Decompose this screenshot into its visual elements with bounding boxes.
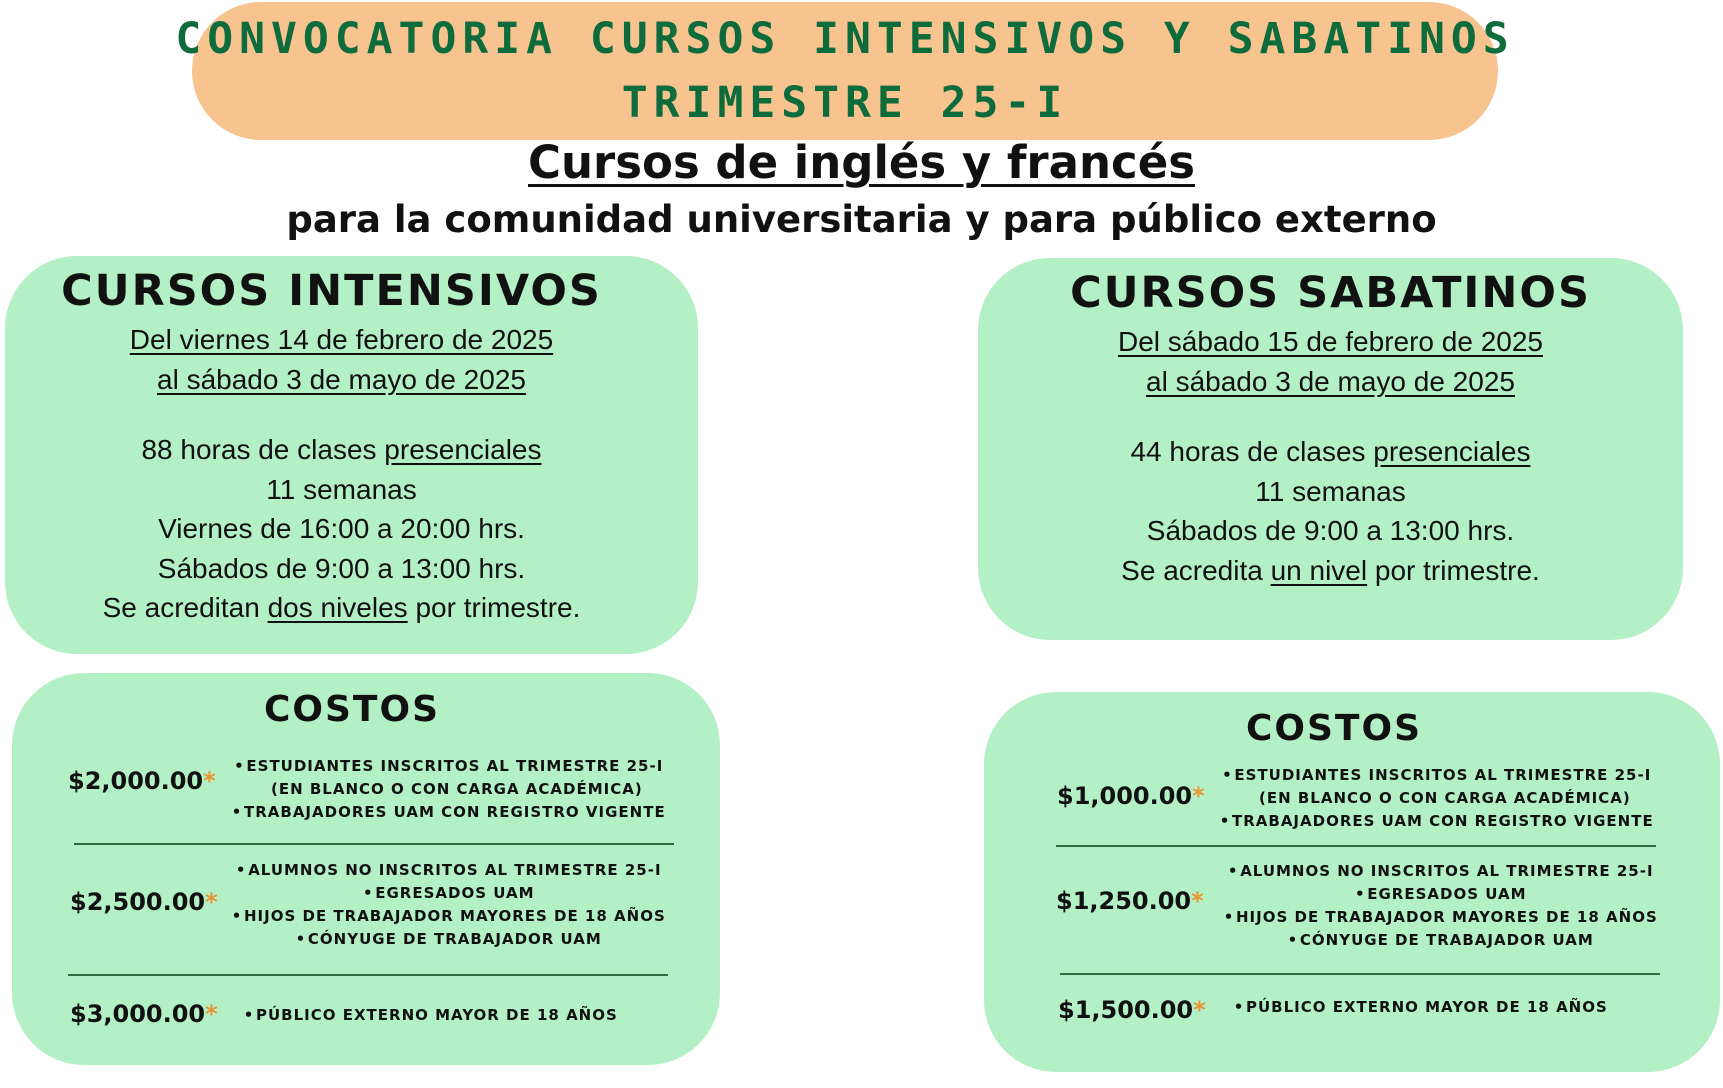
intensive-price-tier-2-value: $2,500.00 [70,888,206,916]
asterisk-mark: * [1192,782,1205,810]
intensive-date-from: Del viernes 14 de febrero de 2025 [129,324,554,355]
intensive-tier-2-list [230,859,666,951]
intensive-costs-card [12,673,720,1065]
intensive-schedule-friday: Viernes de 16:00 a 20:00 hrs. [158,513,525,544]
intensive-price-tier-3 [70,1000,218,1028]
saturday-price-tier-3 [1058,996,1206,1024]
list-item: • ALUMNOS NO INSCRITOS AL TRIMESTRE 25-I [1227,862,1654,880]
saturday-dates [978,322,1683,402]
intensive-weeks: 11 semanas [266,473,417,505]
saturday-price-tier-2-value: $1,250.00 [1056,887,1192,915]
intensive-title: CURSOS INTENSIVOS [61,266,602,316]
asterisk-mark: * [203,767,216,795]
saturday-credit-levels: un nivel [1270,554,1368,586]
courses-subtitle: Cursos de inglés y francés [527,136,1196,189]
saturday-courses-card [978,258,1683,640]
saturday-tier-2-list [1222,860,1658,952]
list-item: • PÚBLICO EXTERNO MAYOR DE 18 AÑOS [243,1006,618,1024]
audience-subtitle: para la comunidad universitaria y para público externo [286,198,1437,241]
intensive-hours-mode: presenciales [384,434,542,465]
intensive-price-tier-3-value: $3,000.00 [70,1000,206,1028]
saturday-costs-title: COSTOS [1245,708,1423,749]
list-item: • ESTUDIANTES INSCRITOS AL TRIMESTRE 25-I [1222,766,1652,784]
intensive-credit [0,588,698,628]
saturday-price-tier-2 [1056,887,1204,915]
list-item: • EGRESADOS UAM [1354,885,1527,903]
intensive-courses-card [5,256,698,654]
asterisk-mark: * [205,1000,218,1028]
saturday-title: CURSOS SABATINOS [1070,268,1591,318]
saturday-hours-prefix: 44 horas de clases [1130,436,1374,467]
list-item: • ESTUDIANTES INSCRITOS AL TRIMESTRE 25-I [234,757,664,775]
saturday-price-tier-1 [1057,782,1205,810]
tier-divider [68,974,668,976]
list-item: • HIJOS DE TRABAJADOR MAYORES DE 18 AÑOS [231,907,666,925]
tier-divider [1060,973,1660,975]
saturday-credit-prefix: Se acredita [1121,554,1271,586]
intensive-tier-1-list [230,755,666,824]
list-item: (EN BLANCO O CON CARGA ACADÉMICA) [1258,789,1631,807]
intensive-hours-prefix: 88 horas de clases [141,434,385,465]
saturday-price-tier-1-value: $1,000.00 [1057,782,1193,810]
intensive-dates [0,320,698,400]
banner-title-line-1: CONVOCATORIA CURSOS INTENSIVOS Y SABATINOS [175,14,1515,64]
tier-divider [1056,845,1656,847]
intensive-hours [0,430,698,470]
saturday-credit-suffix: por trimestre. [1367,554,1540,586]
intensive-details [0,430,698,628]
intensive-tier-3-list [242,1004,618,1027]
saturday-weeks: 11 semanas [1255,475,1406,507]
saturday-credit [978,551,1683,591]
list-item: (EN BLANCO O CON CARGA ACADÉMICA) [270,780,643,798]
list-item: • CÓNYUGE DE TRABAJADOR UAM [1287,931,1594,949]
list-item: • PÚBLICO EXTERNO MAYOR DE 18 AÑOS [1233,998,1608,1016]
list-item: • HIJOS DE TRABAJADOR MAYORES DE 18 AÑOS [1223,908,1658,926]
list-item: • CÓNYUGE DE TRABAJADOR UAM [295,930,602,948]
saturday-price-tier-3-value: $1,500.00 [1058,996,1194,1024]
saturday-date-to: al sábado 3 de mayo de 2025 [1146,366,1515,397]
asterisk-mark: * [1193,996,1206,1024]
intensive-schedule-saturday: Sábados de 9:00 a 13:00 hrs. [157,552,526,584]
list-item: • TRABAJADORES UAM CON REGISTRO VIGENTE [1219,812,1654,830]
saturday-hours [978,432,1683,472]
intensive-costs-title: COSTOS [263,689,441,730]
intensive-price-tier-1 [68,767,216,795]
intensive-price-tier-2 [70,888,218,916]
list-item: • EGRESADOS UAM [362,884,535,902]
intensive-credit-prefix: Se acreditan [102,592,268,623]
intensive-price-tier-1-value: $2,000.00 [68,767,204,795]
intensive-credit-levels: dos niveles [267,592,408,623]
list-item: • ALUMNOS NO INSCRITOS AL TRIMESTRE 25-I [235,861,662,879]
intensive-credit-suffix: por trimestre. [407,592,581,623]
banner-title-line-2: TRIMESTRE 25-I [621,78,1069,128]
saturday-details [978,432,1683,590]
asterisk-mark: * [205,888,218,916]
list-item: • TRABAJADORES UAM CON REGISTRO VIGENTE [231,803,666,821]
saturday-tier-1-list [1218,764,1654,833]
asterisk-mark: * [1191,887,1204,915]
saturday-costs-card [984,692,1720,1072]
saturday-date-from: Del sábado 15 de febrero de 2025 [1118,326,1543,357]
header-banner [175,2,1515,140]
intensive-date-to: al sábado 3 de mayo de 2025 [157,364,526,395]
saturday-schedule: Sábados de 9:00 a 13:00 hrs. [1146,515,1515,546]
tier-divider [74,843,674,845]
saturday-tier-3-list [1232,996,1608,1019]
saturday-hours-mode: presenciales [1373,436,1531,467]
